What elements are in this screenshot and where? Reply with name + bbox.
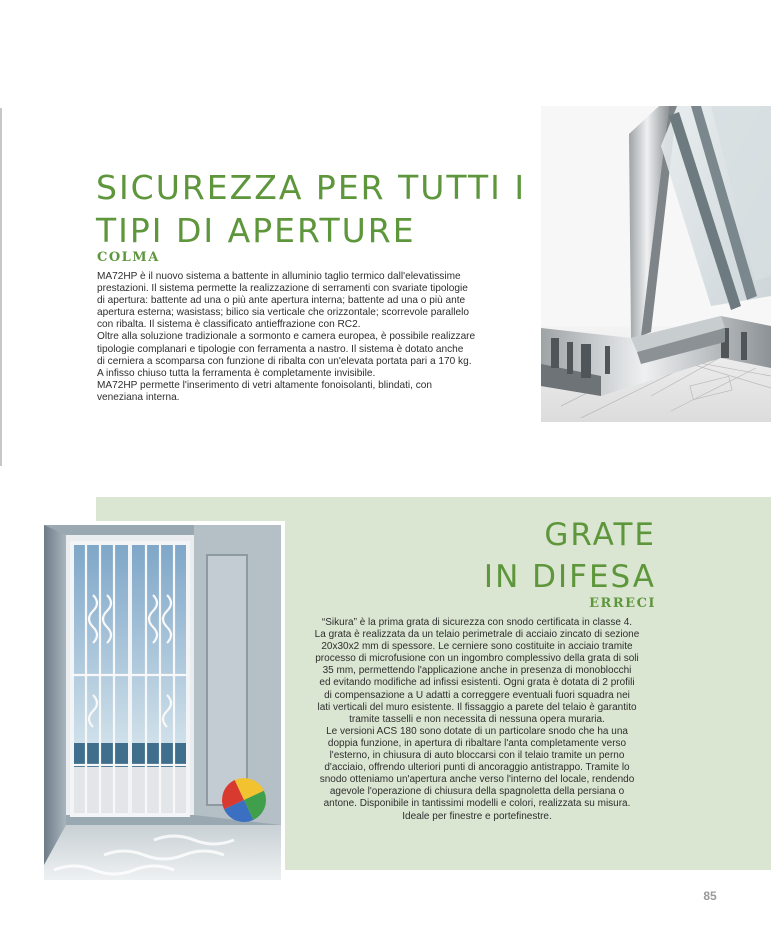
section1-title-line2: TIPI DI APERTURE [96, 211, 416, 250]
body-line: veneziana interna. [97, 391, 180, 403]
body-line: Ideale per finestre e portefinestre. [402, 810, 552, 822]
body-line: di compensazione a U adatti a correggere eventuali fuori squadra nei [324, 689, 630, 701]
body-line: MA72HP permette l'inserimento di vetri altamente fonoisolanti, blindati, con [97, 379, 433, 391]
body-line: processo di microfusione con un ingombro complessivo della grata di soli [315, 653, 639, 665]
body-line: d'acciaio, offrendo ulteriori punti di ancoraggio antistrappo. Tramite lo [324, 762, 630, 774]
section2-title-line1: GRATE [544, 517, 656, 553]
body-line: l'esterno, in chiusura di auto bloccarsi con il telaio tramite un perno [329, 750, 625, 762]
body-line: agevole l'operazione di chiusura della spagnoletta della persiana o [329, 786, 625, 798]
body-line: 35 mm, permettendo l'applicazione anche in presenza di monoblocchi [322, 665, 632, 677]
section1-brand: COLMA [97, 250, 160, 265]
body-line: apertura esterna; wasistass; bilico sia verticale che orizzontale; scorrevole parallelo [97, 307, 469, 319]
left-margin-rule [0, 108, 2, 466]
security-grille-photo [40, 521, 285, 884]
body-line: doppia funzione, in apertura di ribaltare l'anta completamente verso [327, 737, 627, 749]
section2-body [296, 617, 658, 823]
body-line: Le versioni ACS 180 sono dotate di un particolare snodo che ha una [326, 725, 628, 737]
body-line: tipologie complanari e tipologie con ferramenta a nastro. Il sistema è dotato anche [97, 343, 464, 355]
body-line: antone. Disponibile in tantissimi modelli e colori, realizzata su misura. [323, 798, 631, 810]
body-line: di apertura: battente ad una o più ante apertura interna; battente ad una o più ante [97, 295, 466, 307]
body-line: con ribalta. Il sistema è classificato antieffrazione con RC2. [97, 319, 361, 331]
body-line: 20x30x2 mm di spessore. Le cerniere sono costituite in acciaio tramite [321, 641, 633, 653]
section2-title-line2: IN DIFESA [483, 559, 656, 595]
body-line: lati verticali del muro esistente. Il fissaggio a parete del telaio è garantito [317, 701, 637, 713]
body-line: prestazioni. Il sistema permette la realizzazione di serramenti con svariate tipologie [97, 283, 468, 295]
window-profile-photo [541, 106, 771, 422]
section2-title [360, 514, 656, 598]
section1-body [97, 271, 533, 404]
page-number: 85 [703, 889, 717, 903]
section1-title-line1: SICUREZZA PER TUTTI I [96, 168, 527, 207]
section1-title [96, 166, 546, 252]
body-line: di cerniera a scomparsa con funzione di ribalta con un'elevata portata pari a 170 kg. [97, 355, 472, 367]
section2-brand: ERRECI [589, 596, 656, 611]
body-line: “Sikura” è la prima grata di sicurezza con snodo certificata in classe 4. [321, 617, 633, 628]
body-line: Oltre alla soluzione tradizionale a sormonto e camera europea, è possibile realizzare [97, 331, 476, 343]
body-line: snodo otteniamo un'apertura anche verso l'interno del locale, rendendo [319, 774, 635, 786]
body-line: ed evitando modifiche ad infissi esistenti. Ogni grata è dotata di 2 profili [319, 677, 635, 689]
body-line: La grata è realizzata da un telaio perimetrale di acciaio zincato di sezione [314, 629, 640, 641]
body-line: MA72HP è il nuovo sistema a battente in alluminio taglio termico dall'elevatissime [97, 271, 461, 282]
body-line: tramite tasselli e non necessita di nessuna opera muraria. [349, 713, 605, 725]
body-line: A infisso chiuso tutta la ferramenta è completamente invisibile. [97, 367, 376, 379]
